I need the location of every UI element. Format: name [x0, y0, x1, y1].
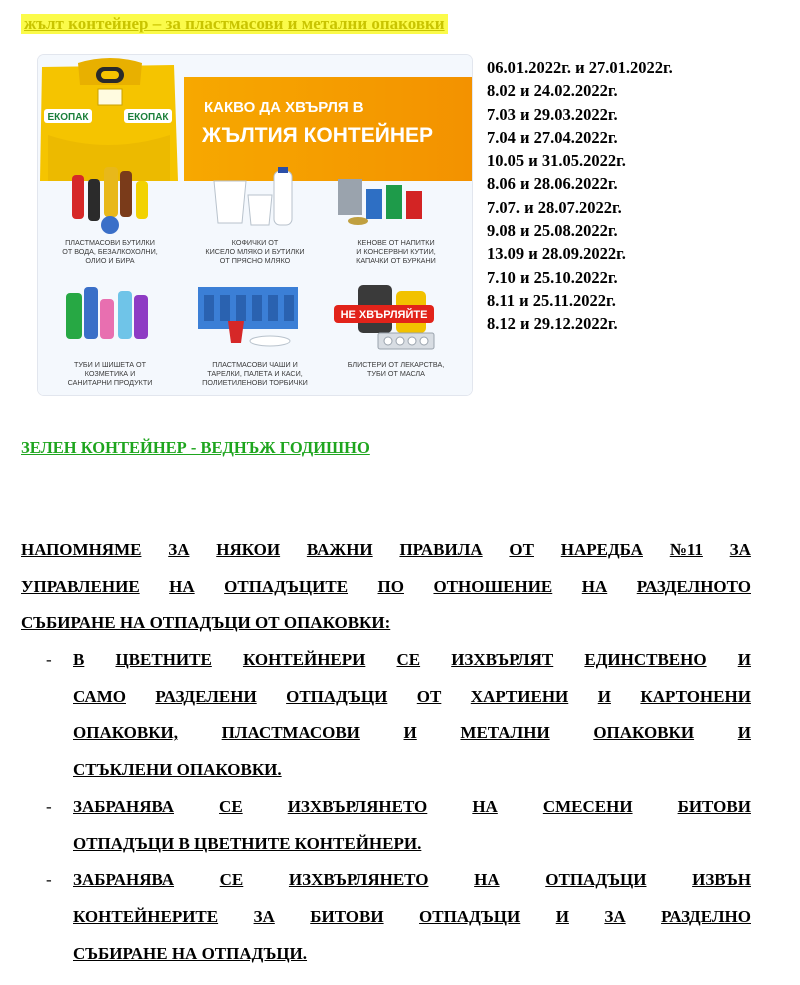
word: ПО	[377, 576, 404, 596]
word: ИЗВЪН	[692, 870, 751, 890]
word: И	[737, 650, 751, 670]
word: НАРЕДБА	[560, 540, 643, 559]
warning-badge-text: НЕ ХВЪРЛЯЙТЕ	[340, 309, 428, 321]
word: ОТ	[416, 686, 442, 706]
word: ХАРТИЕНИ	[470, 686, 569, 706]
rule3-line-2	[73, 907, 751, 944]
green-container-title: ЗЕЛЕН КОНТЕЙНЕР - ВЕДНЪЖ ГОДИШНО	[21, 438, 370, 457]
yellow-container-title: жълт контейнер – за пластмасови и метални опаковки	[21, 14, 448, 34]
date-row: 8.06 и 28.06.2022г.	[487, 174, 618, 194]
rule3-line-3-text: СЪБИРАНЕ НА ОТПАДЪЦИ.	[73, 943, 308, 963]
yellow-container-poster	[38, 55, 472, 395]
date-row: 8.02 и 24.02.2022г.	[487, 81, 618, 101]
word: КОНТЕЙНЕРИ	[242, 650, 366, 670]
collection-dates-list	[487, 56, 673, 336]
rule1-line-1	[73, 650, 751, 687]
word: ВАЖНИ	[306, 540, 373, 559]
caption-2-line2: КИСЕЛО МЛЯКО И БУТИЛКИ	[205, 247, 305, 256]
word: И	[597, 686, 611, 706]
word: МЕТАЛНИ	[460, 723, 550, 743]
caption-5-line1: ПЛАСТМАСОВИ ЧАШИ И	[212, 360, 298, 369]
caption-6-line2: ТУБИ ОТ МАСЛА	[367, 369, 425, 378]
word: КАРТОНЕНИ	[640, 686, 751, 706]
caption-3-line3: КАПАЧКИ ОТ БУРКАНИ	[356, 256, 436, 265]
rule1-line-4-text: СТЪКЛЕНИ ОПАКОВКИ.	[73, 760, 282, 780]
word: ОТ	[509, 540, 534, 559]
word: ЗА	[168, 540, 190, 559]
word: И	[403, 723, 417, 743]
intro-line-3	[21, 613, 751, 650]
word: ОТПАДЪЦИ	[545, 870, 647, 890]
word: ОТПАДЪЦИ	[419, 906, 521, 926]
date-row: 9.08 и 25.08.2022г.	[487, 221, 618, 241]
date-row: 13.09 и 28.09.2022г.	[487, 244, 626, 264]
word: НЯКОИ	[216, 540, 281, 559]
word: ОПАКОВКИ,	[73, 723, 178, 743]
poster-headline-line1: КАКВО ДА ХВЪРЛЯ В	[204, 99, 364, 116]
rule3-line-3	[73, 944, 751, 981]
caption-2-line1: КОФИЧКИ ОТ	[231, 238, 279, 247]
rule-item-2	[21, 797, 751, 870]
word: ОТНОШЕНИЕ	[433, 576, 553, 596]
word: ЗА	[604, 906, 626, 926]
caption-5-line3: ПОЛИЕТИЛЕНОВИ ТОРБИЧКИ	[202, 378, 308, 387]
logo-text-right: ЕКОПАК	[127, 112, 169, 123]
bullet-dash: -	[46, 650, 52, 670]
bullet-dash: -	[46, 796, 52, 816]
date-row: 7.03 и 29.03.2022г.	[487, 104, 618, 124]
word: РАЗДЕЛНО	[661, 906, 751, 926]
word: ЦВЕТНИТЕ	[115, 650, 212, 670]
do-not-throw-badge	[334, 305, 434, 323]
rules-section	[21, 540, 751, 980]
poster-headline-line2: ЖЪЛТИЯ КОНТЕЙНЕР	[202, 124, 434, 147]
rule-item-1	[21, 650, 751, 797]
intro-line-3-text: СЪБИРАНЕ НА ОТПАДЪЦИ ОТ ОПАКОВКИ:	[21, 613, 391, 633]
date-row: 10.05 и 31.05.2022г.	[487, 151, 626, 171]
word: ЗА	[253, 906, 275, 926]
rule3-line-1	[73, 870, 751, 907]
word: ИЗХВЪРЛЯТ	[451, 650, 554, 670]
date-row: 7.07. и 28.07.2022г.	[487, 197, 622, 217]
date-row: 7.04 и 27.04.2022г.	[487, 127, 618, 147]
word: И	[737, 723, 751, 743]
caption-3-line2: И КОНСЕРВНИ КУТИИ,	[356, 247, 436, 256]
word: ЗА	[729, 540, 751, 559]
word: РАЗДЕЛЕНИ	[155, 686, 257, 706]
caption-1-line2: ОТ ВОДА, БЕЗАЛКОХОЛНИ,	[62, 247, 158, 256]
word: НАПОМНЯМЕ	[21, 540, 142, 559]
word: НА	[581, 576, 608, 596]
word: ИЗХВЪРЛЯНЕТО	[288, 870, 429, 890]
caption-4-line3: САНИТАРНИ ПРОДУКТИ	[67, 378, 153, 387]
date-row: 8.11 и 25.11.2022г.	[487, 290, 616, 310]
word: СЕ	[219, 870, 244, 890]
rule2-line-1	[73, 797, 751, 834]
rule2-line-2-text: ОТПАДЪЦИ В ЦВЕТНИТЕ КОНТЕЙНЕРИ.	[73, 833, 422, 853]
rule1-line-4	[73, 760, 751, 797]
word: ЕДИНСТВЕНО	[584, 650, 707, 670]
word: САМО	[73, 686, 126, 706]
caption-5-line2: ТАРЕЛКИ, ПАЛЕТА И КАСИ,	[207, 369, 303, 378]
word: НА	[474, 870, 500, 890]
word: УПРАВЛЕНИЕ	[21, 576, 140, 596]
word: ОТПАДЪЦИ	[286, 686, 388, 706]
word: БИТОВИ	[310, 906, 384, 926]
date-row: 06.01.2022г. и 27.01.2022г.	[487, 58, 673, 77]
word: ЗАБРАНЯВА	[73, 870, 175, 890]
rule1-line-3	[73, 723, 751, 760]
word: ПРАВИЛА	[399, 540, 483, 559]
word: И	[555, 906, 569, 926]
logo-text-left: ЕКОПАК	[47, 112, 89, 123]
word: НА	[472, 796, 498, 816]
caption-1-line1: ПЛАСТМАСОВИ БУТИЛКИ	[65, 238, 155, 247]
word: СМЕСЕНИ	[542, 796, 633, 816]
date-row: 8.12 и 29.12.2022г.	[487, 314, 618, 334]
word: НА	[169, 576, 195, 596]
word: В	[73, 650, 85, 670]
word: СЕ	[396, 650, 421, 670]
word: №11	[669, 540, 703, 559]
ecopak-bag-icon	[40, 58, 178, 181]
caption-6-line1: БЛИСТЕРИ ОТ ЛЕКАРСТВА,	[347, 360, 445, 369]
word: ПЛАСТМАСОВИ	[221, 723, 360, 743]
word: БИТОВИ	[677, 796, 751, 816]
word: РАЗДЕЛНОТО	[636, 576, 751, 596]
rule1-line-2	[73, 687, 751, 724]
word: ЗАБРАНЯВА	[73, 796, 175, 816]
caption-3-line1: КЕНОВЕ ОТ НАПИТКИ	[357, 238, 435, 247]
bullet-dash: -	[46, 870, 52, 890]
intro-line-2	[21, 577, 751, 614]
caption-4-line1: ТУБИ И ШИШЕТА ОТ	[73, 360, 147, 369]
caption-2-line3: ОТ ПРЯСНО МЛЯКО	[219, 256, 291, 265]
word: ОТПАДЪЦИТЕ	[224, 576, 349, 596]
word: КОНТЕЙНЕРИТЕ	[73, 906, 219, 926]
word: СЕ	[219, 796, 243, 816]
intro-line-1	[21, 540, 751, 577]
date-row: 7.10 и 25.10.2022г.	[487, 267, 618, 287]
rule-item-3	[21, 870, 751, 980]
caption-4-line2: КОЗМЕТИКА И	[84, 369, 136, 378]
rule2-line-2	[73, 834, 751, 871]
caption-1-line3: ОЛИО И БИРА	[85, 256, 135, 265]
word: ОПАКОВКИ	[593, 723, 695, 743]
word: ИЗХВЪРЛЯНЕТО	[287, 796, 428, 816]
